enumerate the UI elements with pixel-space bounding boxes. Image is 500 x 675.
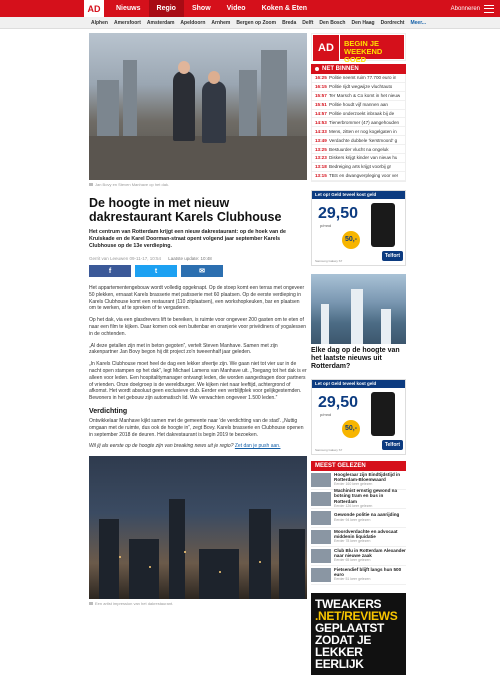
paragraph: „Al deze getallen zijn met in beton gegoten”, vertelt Steven Manhave. Samen met zijn zakenpartner Jan Bovy begon hij dit project zo'n tweeenhalf jaar geleden.: [89, 342, 278, 356]
article-body: [89, 285, 307, 450]
telfort-ad[interactable]: Let op! Geld teveel kost geld 29,50 p/mnd 50,- Telfort Samsung Galaxy S7: [311, 190, 406, 266]
ad-per-month: p/mnd: [320, 222, 332, 228]
rotterdam-photo[interactable]: [311, 274, 406, 344]
list-item[interactable]: 13:25 Bestuurder vlucht na ongeluk: [312, 145, 405, 154]
mail-share-button[interactable]: [181, 265, 223, 277]
telfort-logo: Telfort: [382, 440, 403, 450]
skyline-building: [239, 70, 257, 140]
thumbnail: [311, 568, 331, 582]
skyline-building: [123, 60, 137, 140]
camera-icon: [89, 183, 93, 186]
tower: [169, 499, 185, 599]
ad-price: 29,50: [318, 393, 359, 411]
list-item[interactable]: 13:23 Diskers krijgt kinder van nieuw hu: [312, 154, 405, 163]
region-link[interactable]: Alphen: [91, 19, 108, 26]
top-navigation: [0, 0, 500, 17]
ad-fineprint: Samsung Galaxy S7: [315, 447, 343, 452]
phone-image: [371, 203, 395, 247]
artist-impression-photo: [89, 456, 307, 599]
city-light: [184, 551, 186, 553]
list-item[interactable]: 15:51 Politie houdt vijf mannen aan: [312, 101, 405, 110]
skyline-building: [97, 80, 119, 140]
list-item[interactable]: Club Blu in Rotterdam Alexander naar nieuwe zaak Eerder 65 keer gelezen: [311, 547, 406, 566]
menu-icon[interactable]: [484, 5, 494, 13]
tower: [129, 539, 159, 599]
list-item[interactable]: 14:57 Politie onderzoekt inbraak bij de: [312, 110, 405, 119]
discount-badge: 50,-: [342, 231, 360, 249]
article-lead: Het centrum van Rotterdam krijgt een nieuw dakrestaurant: op de hoek van de Kruiskade en de Karel Doorman-straat opent volgend jaar september Karels Clubhouse op de 13e verdieping.: [89, 229, 286, 249]
thumbnail: [311, 549, 331, 563]
publish-date: 09-11-17, 10:54: [129, 256, 161, 261]
update-time: Laatste update: 10:48: [168, 256, 212, 261]
region-subnav: [0, 17, 500, 29]
paragraph: Ontwikkelaar Manhave kijkt samen met de gemeente naar 'de verdichting van de stad'. „Nuttig omgaan met de ruimte, dus ook de hoogte in”, zegt Bovy. Karels brasserie en Clubhouse openen in september 2018 de deuren. Het dakrestaurant is begin 2019 te bezoeken.: [89, 417, 304, 438]
article: [89, 33, 307, 606]
region-link[interactable]: Dordrecht: [380, 19, 405, 26]
region-more-link[interactable]: Meer...: [410, 19, 427, 26]
twitter-icon: t: [154, 267, 158, 275]
region-link[interactable]: Arnhem: [211, 19, 231, 26]
person-head: [208, 71, 220, 84]
ad-logo: AD: [313, 35, 339, 61]
list-item[interactable]: 16:25 Politie neemt ruim 77.700 euro in: [312, 74, 405, 83]
push-cta: Wil jij als eerste op de hoogte zijn van breaking news uit je regio? Zet dan je push aan.: [89, 443, 281, 450]
twitter-share-button[interactable]: [135, 265, 177, 277]
nav-item-video[interactable]: Video: [226, 5, 246, 12]
list-item[interactable]: 14:33 Mens, zitten er nog kogelgaten in: [312, 127, 405, 136]
building: [351, 289, 363, 344]
mail-icon: ✉: [199, 268, 205, 275]
list-item[interactable]: 15:57 Ter Marsch & Co komt in het nieuw: [312, 92, 405, 101]
meest-gelezen-list: [311, 471, 406, 585]
region-link[interactable]: Apeldoorn: [180, 19, 206, 26]
thumbnail: [311, 530, 331, 544]
telfort-logo: Telfort: [382, 251, 403, 261]
promo-text: BEGIN JE WEEKEND GOED: [340, 35, 404, 59]
telfort-ad[interactable]: Let op! Geld teveel kost geld 29,50 p/mnd 50,- Telfort Samsung Galaxy S7: [311, 379, 406, 455]
ad-logo[interactable]: AD: [84, 0, 104, 17]
header-actions: [451, 5, 494, 13]
paragraph: Het appartementengebouw wordt volledig opgeknapt. Op de stoep komt een terras met ongeveer 50 plekken, ernaast Karels brasserie met patisserie met 60 plaatsen. Op de eerste verdieping in Karels Clubhouse komt een restaurant (110 zitplaatsen), een workshopkeuken, bar en plaatsen om te werken, af te spreken of te vergaderen.: [89, 285, 305, 312]
subscribe-link[interactable]: Abonneren: [450, 5, 480, 12]
photo-caption: Jan Bovy en Steven Manhave op het dak.: [89, 182, 307, 187]
author[interactable]: Gerrit van Leeuwen: [89, 256, 129, 261]
list-item[interactable]: 13:18 Bedreiging arts krijgt voorbij gr: [312, 163, 405, 172]
paragraph: Op het dak, via een glasdrevers lift te bereiken, is ruimte voor ongeveer 200 gasten om te eten of naar een film te kijken. Daar komen ook een buitenbar en oranjerie voor privédiners of yogalessen in de ochtenden.: [89, 317, 307, 337]
city-light: [119, 556, 121, 558]
person-head: [178, 61, 190, 74]
list-item[interactable]: 13:49 Verdachte dubbele 'kerstmoord' g: [312, 136, 405, 145]
thumbnail: [311, 511, 331, 525]
region-link[interactable]: Amsterdam: [146, 19, 175, 26]
article-meta: [89, 256, 307, 261]
building: [321, 304, 329, 344]
weekend-promo-ad[interactable]: [311, 33, 406, 64]
region-link[interactable]: Delft: [302, 19, 314, 26]
nav-item-show[interactable]: Show: [191, 5, 211, 12]
push-link[interactable]: Zet dan je push aan.: [234, 443, 281, 450]
discount-badge: 50,-: [342, 420, 360, 438]
meest-gelezen-header: MEEST GELEZEN: [311, 461, 406, 471]
region-link[interactable]: Den Bosch: [319, 19, 346, 26]
nav-item-koken-eten[interactable]: Koken & Eten: [261, 5, 308, 12]
facebook-share-button[interactable]: [89, 265, 131, 277]
ad-price: 29,50: [318, 204, 359, 222]
nav-item-regio[interactable]: Regio: [149, 0, 184, 17]
tower: [99, 519, 119, 599]
list-item[interactable]: 14:53 Tienerbrommer (47) aangehouden: [312, 118, 405, 127]
person: [173, 71, 195, 141]
facebook-icon: f: [108, 267, 112, 275]
list-item[interactable]: Fietsendief blijft langs hun 500 euro Eerder 51 keer gelezen: [311, 566, 406, 585]
thumbnail: [311, 473, 331, 487]
building: [381, 309, 391, 344]
list-item[interactable]: Moordverdachte en advocaat middenin liquidatie Eerder 78 keer gelezen: [311, 528, 406, 547]
region-link[interactable]: Bergen op Zoom: [236, 19, 277, 26]
tower: [279, 529, 305, 599]
list-item[interactable]: Hoogleraar zijn Eindtijdstijd in Rotterdam-Bloemwaard Eerder 160 keer gelezen: [311, 471, 406, 490]
region-link[interactable]: Amersfoort: [113, 19, 141, 26]
net-binnen-list: [311, 74, 406, 182]
net-binnen-header: NET BINNEN: [311, 64, 406, 74]
subheading: Verdichting: [89, 407, 128, 415]
list-item[interactable]: Machinist ernstig gewond na botsing tram en bus in Rotterdam Eerder 126 keer gelezen: [311, 490, 406, 509]
tower: [249, 509, 271, 599]
newsletter-promo[interactable]: Elke dag op de hoogte van het laatste nieuws uit Rotterdam?: [311, 346, 400, 370]
sidebar: [311, 33, 406, 675]
list-item[interactable]: Gewonde politie na aanrijding Eerder 94 keer gelezen: [311, 509, 406, 528]
live-icon: [315, 67, 319, 71]
article-title: De hoogte in met nieuw dakrestaurant Karels Clubhouse: [89, 196, 282, 224]
list-item[interactable]: 16:15 Politie rijdt wegwijze vluchtauto: [312, 83, 405, 92]
nav-item-nieuws[interactable]: Nieuws: [116, 5, 141, 12]
share-buttons: [89, 265, 307, 277]
region-link[interactable]: Den Haag: [351, 19, 375, 26]
list-item[interactable]: 13:15 TBS en dwangverpleging voor ver: [312, 172, 405, 181]
camera-icon: [89, 602, 93, 605]
photo-caption: Een artist impression van het dakrestaurant.: [89, 601, 307, 606]
rooftop: [89, 136, 307, 180]
person: [202, 81, 226, 143]
hero-photo: [89, 33, 307, 180]
ad-per-month: p/mnd: [320, 411, 332, 417]
tower: [199, 549, 239, 599]
phone-image: [371, 392, 395, 436]
paragraph: „In Karels Clubhouse moet heel de dag een lekker sfeertje zijn. We gaan niet tot vier uur in de nacht open stampen op het dak”, legt Michael Lamens van Manhave uit. „Toegang tot het dak is er alleen voor leden. Een hospitalitymanager ontvangt leden, die worden aangedragen door partners of vrienden. Onze doelgroep is de wereldburger. We kijken niet naar leeftijd, achtergrond of afkomst. Het wordt absoluut geen exclusieve club. Eerder een verblijfplek voor gelijkgestemden. Bewoners in het gebouw zijn automatisch lid. We verwachten ongeveer 1.500 leden.”: [89, 361, 307, 402]
skyline-building: [261, 50, 287, 140]
ad-fineprint: Samsung Galaxy S7: [315, 258, 343, 263]
region-link[interactable]: Breda: [282, 19, 297, 26]
tweakers-ad[interactable]: TWEAKERS .NET/REVIEWS GEPLAATST ZODAT JE LEKKER EERLIJK: [311, 593, 406, 675]
main-nav: [108, 0, 315, 17]
thumbnail: [311, 492, 331, 506]
